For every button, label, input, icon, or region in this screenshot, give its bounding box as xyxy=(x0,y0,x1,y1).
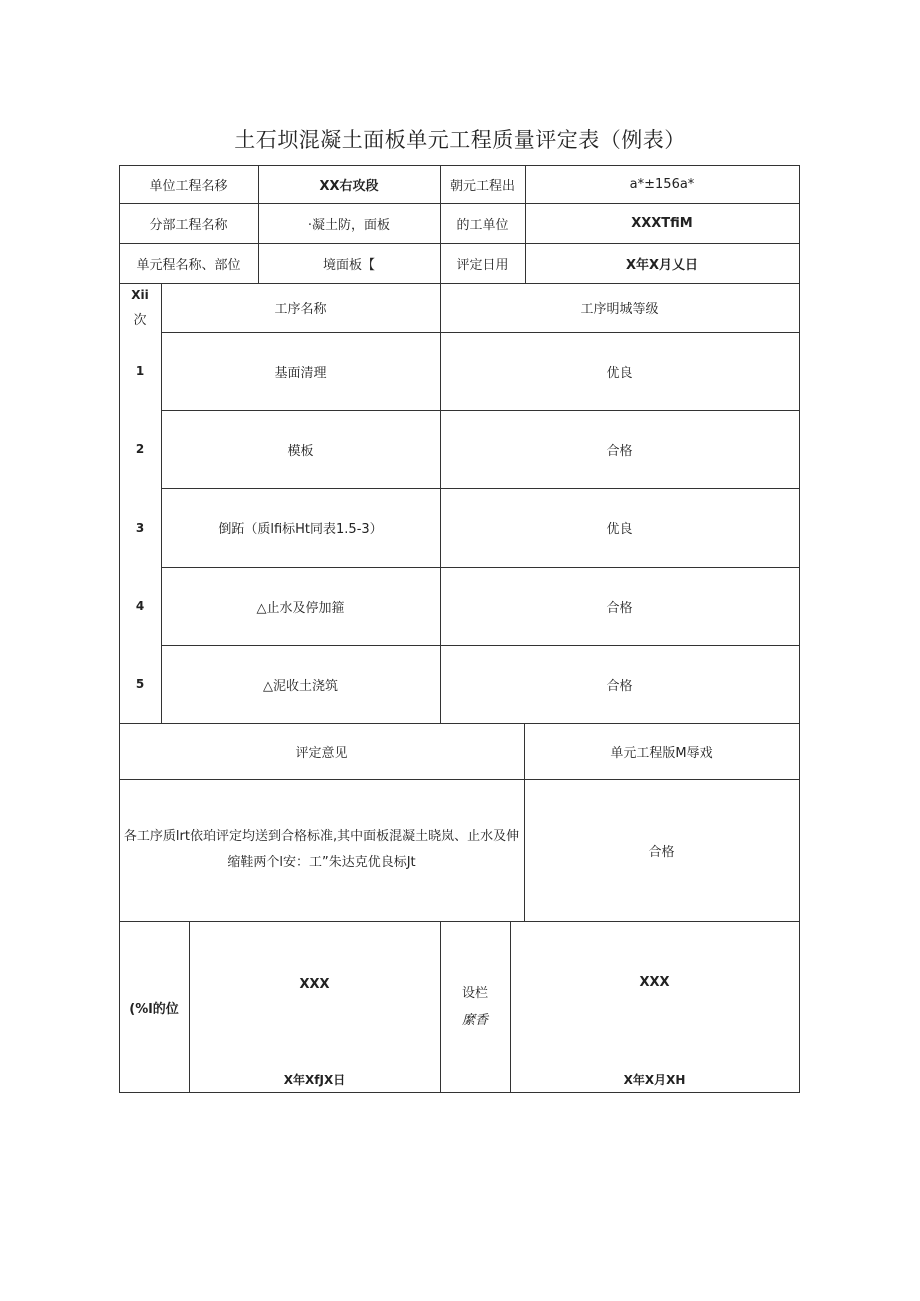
page-title: 土石坝混凝土面板单元工程质量评定表（例表） xyxy=(234,128,686,152)
supervision-label-line1: 设栏 xyxy=(461,986,488,1001)
process-grade-header: 工序明城等级 xyxy=(580,302,659,317)
process-index: 3 xyxy=(135,520,145,535)
evaluation-date-value: X年X月乂日 xyxy=(625,257,699,273)
construction-unit-sign-label: (%l的位 xyxy=(129,1001,179,1017)
supervision-sign-label xyxy=(440,921,510,1093)
process-name: 模板 xyxy=(287,443,314,459)
index-header-line1: Xii xyxy=(131,288,149,302)
unit-element-value: a*±156a* xyxy=(629,176,695,192)
sub-project-value: ·凝土防，面板 xyxy=(307,217,391,233)
process-index: 1 xyxy=(135,364,145,378)
process-grade: 优良 xyxy=(606,522,633,537)
sub-project-label: 分部工程名称 xyxy=(149,217,228,233)
supervision-signer-name: XXX xyxy=(639,974,670,990)
construction-signer-name: XXX xyxy=(299,976,330,992)
index-header-line2: 次 xyxy=(133,312,147,328)
evaluation-opinion-text xyxy=(119,779,524,921)
evaluation-opinion-label: 评定意见 xyxy=(295,745,348,761)
process-name-header: 工序名称 xyxy=(274,302,327,317)
process-grade: 优良 xyxy=(606,365,633,381)
unit-project-value: XX右攻段 xyxy=(319,178,379,194)
opinion-line-1: 各工序质lrt依珀评定均送到合格标准,其中面板混凝土晓岚、止水及伸 xyxy=(123,829,520,844)
construction-sign-date: X年XfJX日 xyxy=(283,1072,346,1087)
process-index: 2 xyxy=(135,442,145,456)
construction-unit-label: 的工单位 xyxy=(456,217,509,233)
process-index: 4 xyxy=(135,599,145,613)
process-grade: 合格 xyxy=(606,678,633,694)
process-index: 5 xyxy=(135,677,145,691)
process-name: △止水及停加箍 xyxy=(256,600,345,616)
process-name: △泥收土浇筑 xyxy=(263,678,338,694)
unit-grade-value: 合格 xyxy=(648,844,675,860)
process-name: 倒跖（质lfi标Ht同表1.5-3） xyxy=(218,522,383,537)
evaluation-date-label: 评定日用 xyxy=(456,257,509,273)
process-grade: 合格 xyxy=(606,600,633,616)
construction-unit-value: XXXTfiM xyxy=(631,215,693,231)
unit-element-location-label: 单元程名称、部位 xyxy=(136,257,241,273)
supervision-label-line2: 縻香 xyxy=(461,1013,488,1028)
supervision-sign-date: X年X月XH xyxy=(623,1072,686,1087)
process-grade: 合格 xyxy=(606,443,633,459)
opinion-line-2: 缩鞋两个l安：工”朱达克优良标Jt xyxy=(227,855,416,870)
process-name: 基面清理 xyxy=(274,365,327,381)
unit-project-label: 单位工程名移 xyxy=(149,178,228,194)
unit-element-location-value: 境面板【 xyxy=(322,257,375,273)
unit-grade-label: 单元工程版M辱戏 xyxy=(610,745,713,761)
unit-element-label: 朝元工程出 xyxy=(449,178,515,194)
quality-evaluation-table xyxy=(119,165,800,1093)
